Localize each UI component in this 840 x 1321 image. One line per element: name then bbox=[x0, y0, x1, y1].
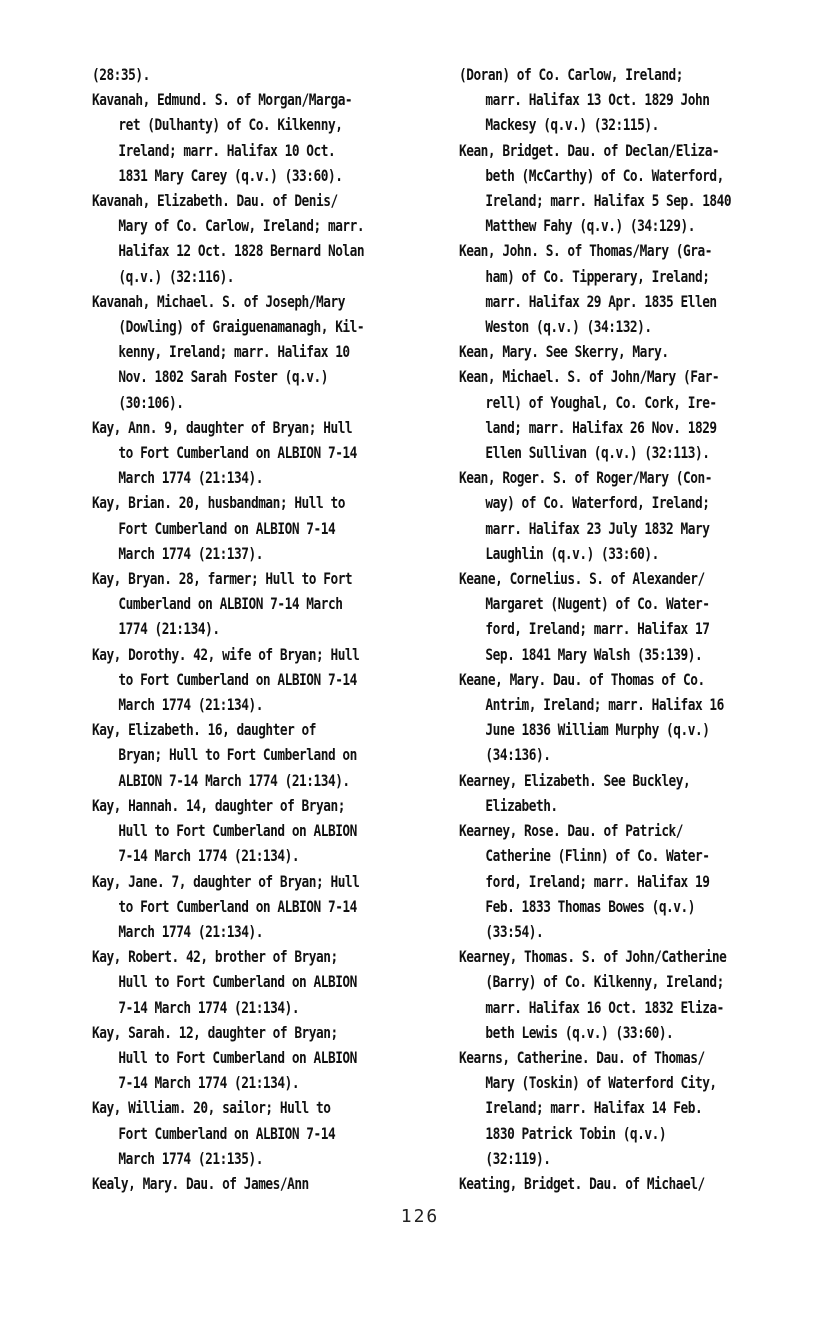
entry-line: Kearns, Catherine. Dau. of Thomas/ bbox=[459, 1047, 705, 1067]
entry bbox=[459, 818, 779, 944]
entry-line: June 1836 William Murphy (q.v.) bbox=[485, 720, 710, 740]
entry-line: Kay, Jane. 7, daughter of Bryan; Hull bbox=[92, 871, 360, 891]
entry bbox=[92, 1171, 412, 1196]
entry bbox=[92, 62, 412, 87]
entry-line: rell) of Youghal, Co. Cork, Ire- bbox=[485, 392, 717, 412]
entry-line: Keane, Mary. Dau. of Thomas of Co. bbox=[459, 669, 705, 689]
entry-line: (q.v.) (32:116). bbox=[118, 266, 235, 286]
entry-line: Keating, Bridget. Dau. of Michael/ bbox=[459, 1173, 705, 1193]
entry-line: Sep. 1841 Mary Walsh (35:139). bbox=[485, 644, 703, 664]
entry-line: (Barry) of Co. Kilkenny, Ireland; bbox=[485, 972, 724, 992]
entry bbox=[92, 87, 412, 188]
entry-line: Kay, Elizabeth. 16, daughter of bbox=[92, 720, 317, 740]
right-column bbox=[459, 62, 779, 1196]
entry bbox=[92, 566, 412, 642]
entry-line: Ellen Sullivan (q.v.) (32:113). bbox=[485, 443, 710, 463]
entry-line: Kay, Ann. 9, daughter of Bryan; Hull bbox=[92, 417, 353, 437]
entry-line: ford, Ireland; marr. Halifax 19 bbox=[485, 871, 710, 891]
entry bbox=[92, 642, 412, 718]
entry bbox=[459, 138, 779, 239]
entry bbox=[459, 667, 779, 768]
entry bbox=[459, 465, 779, 566]
entry-line: March 1774 (21:137). bbox=[118, 543, 263, 563]
entry-line: (Dowling) of Graiguenamanagh, Kil- bbox=[118, 317, 365, 337]
entry bbox=[92, 793, 412, 869]
entry-line: ham) of Co. Tipperary, Ireland; bbox=[485, 266, 710, 286]
entry bbox=[92, 490, 412, 566]
entry-line: (Doran) of Co. Carlow, Ireland; bbox=[459, 65, 684, 84]
entry bbox=[459, 1045, 779, 1171]
entry-line: 7-14 March 1774 (21:134). bbox=[118, 997, 300, 1017]
entry-line: Catherine (Flinn) of Co. Water- bbox=[485, 846, 710, 866]
entry bbox=[92, 1095, 412, 1171]
entry-line: (28:35). bbox=[92, 65, 150, 84]
entry bbox=[92, 1020, 412, 1096]
entry bbox=[92, 415, 412, 491]
entry-line: ALBION 7-14 March 1774 (21:134). bbox=[118, 770, 350, 790]
entry-line: land; marr. Halifax 26 Nov. 1829 bbox=[485, 417, 717, 437]
entry-line: Hull to Fort Cumberland on ALBION bbox=[118, 821, 357, 841]
entry-line: March 1774 (21:135). bbox=[118, 1148, 263, 1168]
entry-line: Antrim, Ireland; marr. Halifax 16 bbox=[485, 695, 724, 715]
entry-line: 1774 (21:134). bbox=[118, 619, 220, 639]
entry-line: Ireland; marr. Halifax 5 Sep. 1840 bbox=[485, 191, 732, 211]
entry-line: Kay, Hannah. 14, daughter of Bryan; bbox=[92, 795, 345, 815]
entry-line: 7-14 March 1774 (21:134). bbox=[118, 1073, 300, 1093]
entry-line: Hull to Fort Cumberland on ALBION bbox=[118, 1047, 357, 1067]
entry-line: Mackesy (q.v.) (32:115). bbox=[485, 115, 659, 135]
entry bbox=[459, 768, 779, 818]
entry-line: to Fort Cumberland on ALBION 7-14 bbox=[118, 669, 357, 689]
entry-line: 1830 Patrick Tobin (q.v.) bbox=[485, 1123, 667, 1143]
entry-line: Elizabeth. bbox=[485, 795, 558, 815]
entry-line: kenny, Ireland; marr. Halifax 10 bbox=[118, 342, 350, 362]
entry-line: marr. Halifax 23 July 1832 Mary bbox=[485, 518, 710, 538]
entry-line: (34:136). bbox=[485, 745, 551, 765]
entry-line: Kay, Sarah. 12, daughter of Bryan; bbox=[92, 1022, 338, 1042]
entry-line: Kearney, Rose. Dau. of Patrick/ bbox=[459, 821, 684, 841]
entry-line: March 1774 (21:134). bbox=[118, 468, 263, 488]
entry bbox=[459, 62, 779, 138]
entry bbox=[92, 869, 412, 945]
entry-line: Kay, Bryan. 28, farmer; Hull to Fort bbox=[92, 569, 353, 589]
entry-line: Hull to Fort Cumberland on ALBION bbox=[118, 972, 357, 992]
entry-line: 1831 Mary Carey (q.v.) (33:60). bbox=[118, 165, 343, 185]
entry-line: Matthew Fahy (q.v.) (34:129). bbox=[485, 216, 695, 236]
entry-line: Kean, Bridget. Dau. of Declan/Eliza- bbox=[459, 140, 720, 160]
entry-line: ret (Dulhanty) of Co. Kilkenny, bbox=[118, 115, 343, 135]
entry bbox=[459, 238, 779, 339]
entry-line: Fort Cumberland on ALBION 7-14 bbox=[118, 1123, 336, 1143]
entry bbox=[459, 364, 779, 465]
entry-line: Kay, Robert. 42, brother of Bryan; bbox=[92, 947, 338, 967]
entry-line: (30:106). bbox=[118, 392, 184, 412]
entry-line: ford, Ireland; marr. Halifax 17 bbox=[485, 619, 710, 639]
entry bbox=[459, 944, 779, 1045]
entry-line: Halifax 12 Oct. 1828 Bernard Nolan bbox=[118, 241, 365, 261]
entry bbox=[92, 717, 412, 793]
entry bbox=[459, 339, 779, 364]
entry-line: Kearney, Elizabeth. See Buckley, bbox=[459, 770, 691, 790]
entry-line: Kean, Michael. S. of John/Mary (Far- bbox=[459, 367, 720, 387]
entry bbox=[92, 289, 412, 415]
entry-line: Nov. 1802 Sarah Foster (q.v.) bbox=[118, 367, 328, 387]
entry-line: (32:119). bbox=[485, 1148, 551, 1168]
entry-line: Kay, William. 20, sailor; Hull to bbox=[92, 1098, 331, 1118]
entry-line: Keane, Cornelius. S. of Alexander/ bbox=[459, 569, 705, 589]
entry-line: Weston (q.v.) (34:132). bbox=[485, 317, 652, 337]
entry-line: Kay, Dorothy. 42, wife of Bryan; Hull bbox=[92, 644, 360, 664]
entry-line: Margaret (Nugent) of Co. Water- bbox=[485, 594, 710, 614]
entry-line: 7-14 March 1774 (21:134). bbox=[118, 846, 300, 866]
entry-line: marr. Halifax 29 Apr. 1835 Ellen bbox=[485, 291, 717, 311]
entry-line: Mary (Toskin) of Waterford City, bbox=[485, 1073, 717, 1093]
entry-line: Mary of Co. Carlow, Ireland; marr. bbox=[118, 216, 365, 236]
entry-line: Kay, Brian. 20, husbandman; Hull to bbox=[92, 493, 345, 513]
entry-line: Cumberland on ALBION 7-14 March bbox=[118, 594, 343, 614]
entry-line: to Fort Cumberland on ALBION 7-14 bbox=[118, 443, 357, 463]
entry bbox=[92, 188, 412, 289]
entry-line: Bryan; Hull to Fort Cumberland on bbox=[118, 745, 357, 765]
entry-line: beth Lewis (q.v.) (33:60). bbox=[485, 1022, 674, 1042]
entry-line: to Fort Cumberland on ALBION 7-14 bbox=[118, 896, 357, 916]
entry-line: Ireland; marr. Halifax 10 Oct. bbox=[118, 140, 336, 160]
entry-line: marr. Halifax 16 Oct. 1832 Eliza- bbox=[485, 997, 724, 1017]
entry-line: Kavanah, Elizabeth. Dau. of Denis/ bbox=[92, 191, 338, 211]
entry-line: marr. Halifax 13 Oct. 1829 John bbox=[485, 90, 710, 110]
entry-line: Ireland; marr. Halifax 14 Feb. bbox=[485, 1098, 703, 1118]
entry-line: Kean, Roger. S. of Roger/Mary (Con- bbox=[459, 468, 712, 488]
entry-line: beth (McCarthy) of Co. Waterford, bbox=[485, 165, 724, 185]
entry-line: Fort Cumberland on ALBION 7-14 bbox=[118, 518, 336, 538]
entry-line: Kean, John. S. of Thomas/Mary (Gra- bbox=[459, 241, 712, 261]
entry-line: way) of Co. Waterford, Ireland; bbox=[485, 493, 710, 513]
entry-line: Kavanah, Michael. S. of Joseph/Mary bbox=[92, 291, 345, 311]
entry-line: Kavanah, Edmund. S. of Morgan/Marga- bbox=[92, 90, 353, 110]
entry bbox=[92, 944, 412, 1020]
entry-line: Kearney, Thomas. S. of John/Catherine bbox=[459, 947, 727, 967]
page-number: 126 bbox=[400, 1206, 440, 1227]
entry-line: March 1774 (21:134). bbox=[118, 695, 263, 715]
left-column bbox=[92, 62, 412, 1196]
entry bbox=[459, 1171, 779, 1196]
entry bbox=[459, 566, 779, 667]
entry-line: Feb. 1833 Thomas Bowes (q.v.) bbox=[485, 896, 695, 916]
entry-line: Laughlin (q.v.) (33:60). bbox=[485, 543, 659, 563]
entry-line: (33:54). bbox=[485, 921, 544, 941]
entry-line: March 1774 (21:134). bbox=[118, 921, 263, 941]
entry-line: Kean, Mary. See Skerry, Mary. bbox=[459, 342, 669, 362]
entry-line: Kealy, Mary. Dau. of James/Ann bbox=[92, 1173, 309, 1193]
